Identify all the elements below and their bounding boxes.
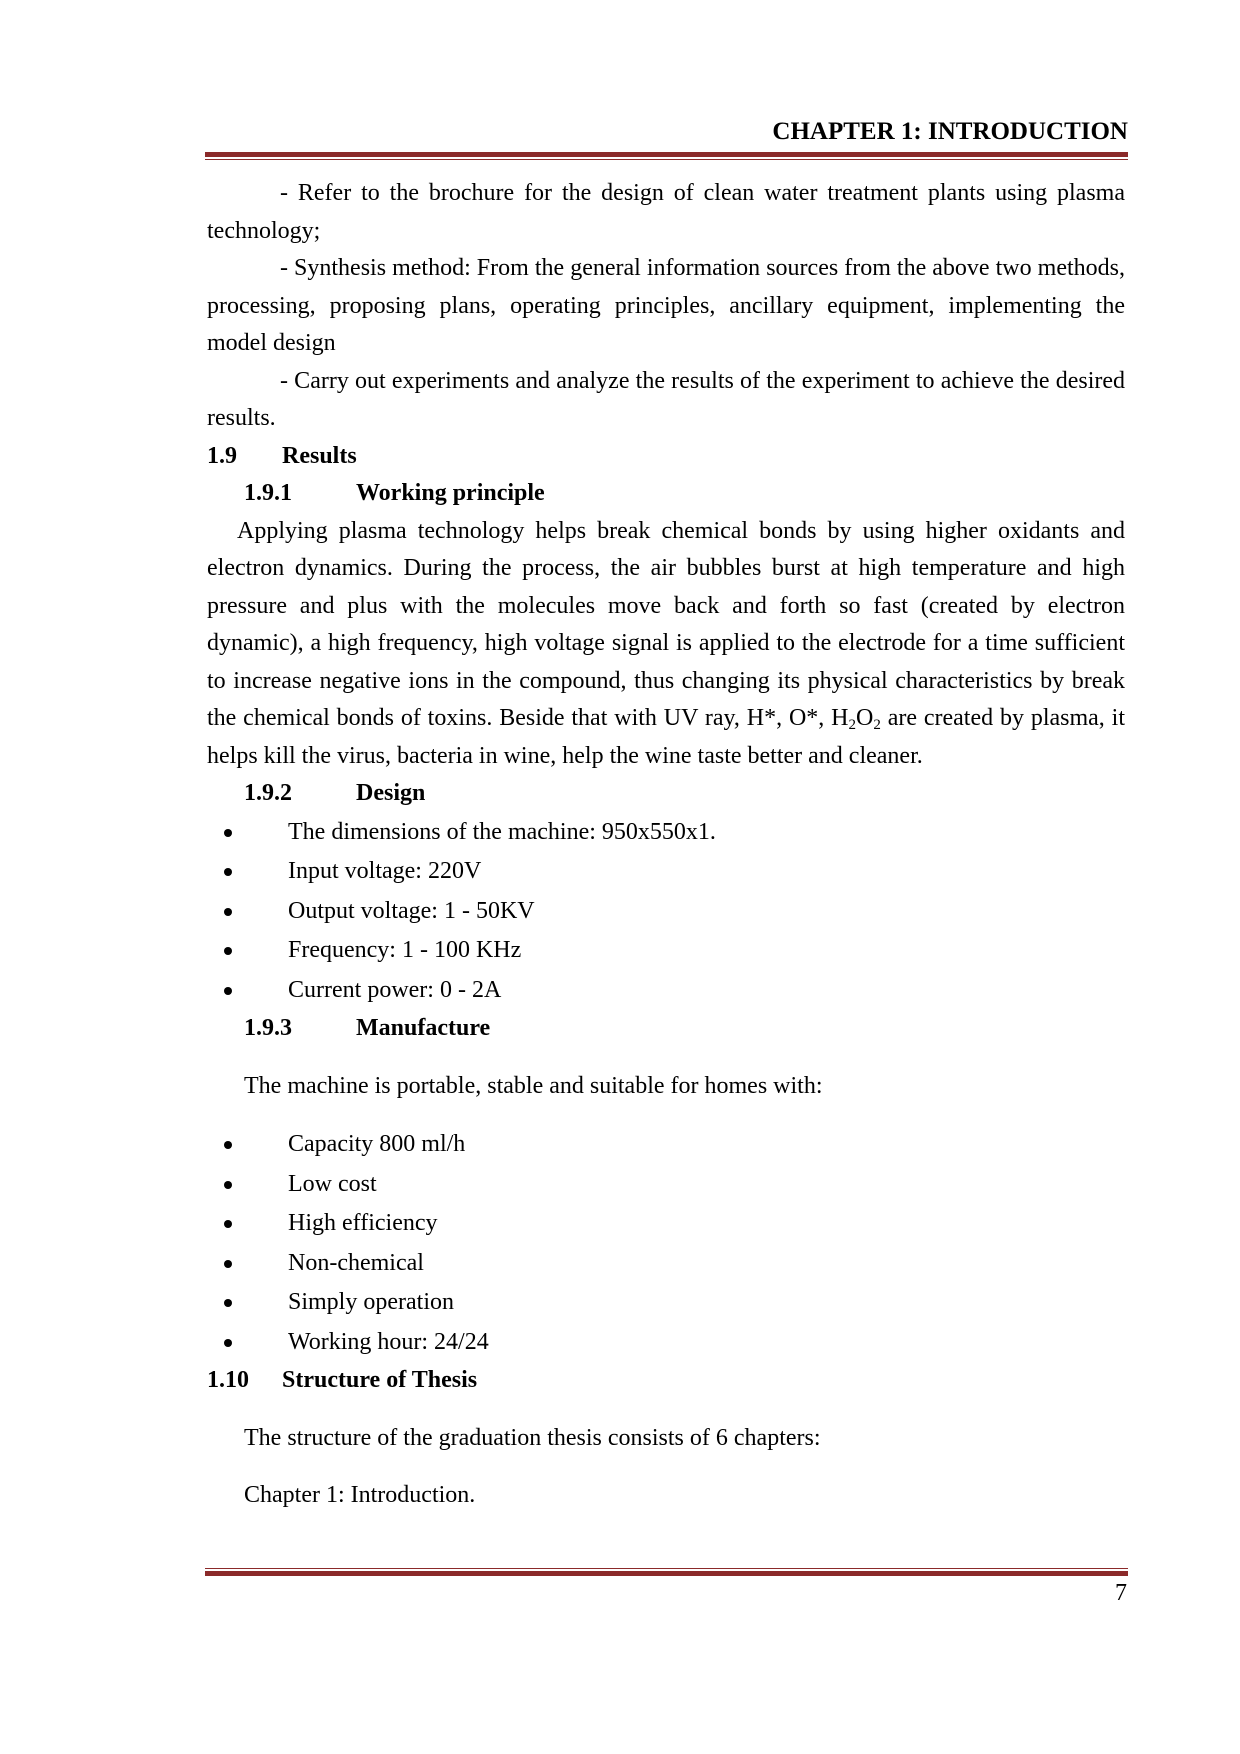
footer-rule (205, 1568, 1128, 1576)
bullet-icon (224, 1260, 232, 1268)
bullet-icon (224, 908, 232, 916)
bullet-icon (224, 1220, 232, 1228)
list-item: Current power: 0 - 2A (207, 971, 1125, 1011)
bullet-icon (224, 987, 232, 995)
section-1-10-heading: 1.10 Structure of Thesis (207, 1367, 478, 1393)
section-1-9-3-heading: 1.9.3 Manufacture (244, 1015, 491, 1041)
page-content (207, 175, 1125, 1515)
list-item: Output voltage: 1 - 50KV (207, 892, 1125, 932)
list-item: Simply operation (207, 1283, 1125, 1323)
list-item: High efficiency (207, 1204, 1125, 1244)
intro-item-3: - Carry out experiments and analyze the results of the experiment to achieve the desired results. (207, 367, 1125, 431)
list-item: Input voltage: 220V (207, 852, 1125, 892)
intro-item-2: - Synthesis method: From the general information sources from the above two methods, processing, proposing plans, operating principles, ancillary equipment, implementing the model design (207, 255, 1125, 356)
section-1-9-2-heading: 1.9.2 Design (244, 780, 426, 806)
manufacture-list (207, 1125, 1125, 1362)
list-item: Capacity 800 ml/h (207, 1125, 1125, 1165)
bullet-icon (224, 1181, 232, 1189)
list-item: Frequency: 1 - 100 KHz (207, 931, 1125, 971)
design-list (207, 813, 1125, 1011)
section-1-9-heading: 1.9 Results (207, 442, 357, 469)
bullet-icon (224, 829, 232, 837)
section-1-9-1-heading: 1.9.1 Working principle (244, 480, 545, 506)
intro-item-1: - Refer to the brochure for the design of clean water treatment plants using plasma technology; (207, 180, 1125, 244)
manufacture-intro: The machine is portable, stable and suitable for homes with: (244, 1072, 823, 1099)
chapter-1-line: Chapter 1: Introduction. (244, 1482, 476, 1508)
list-item: Non-chemical (207, 1244, 1125, 1284)
bullet-icon (224, 1339, 232, 1347)
page-number: 7 (1115, 1580, 1127, 1606)
thesis-structure-intro: The structure of the graduation thesis consists of 6 chapters: (244, 1424, 821, 1451)
list-item: Working hour: 24/24 (207, 1323, 1125, 1363)
header-rule (205, 152, 1128, 160)
bullet-icon (224, 1141, 232, 1149)
bullet-icon (224, 947, 232, 955)
list-item: The dimensions of the machine: 950x550x1. (207, 813, 1125, 853)
bullet-icon (224, 868, 232, 876)
list-item: Low cost (207, 1165, 1125, 1205)
working-principle-paragraph: Applying plasma technology helps break chemical bonds by using higher oxidants and electron dynamics. During the process, the air bubbles burst at high temperature and high pressure and plus with the molecules move back and forth so fast (created by electron dynamic), a high frequency, high voltage signal is applied to the electrode for a time sufficient to increase negative ions in the compound, thus changing its physical characteristics by break the chemical bonds of toxins. Beside that with UV ray, H*, O*, $H_2O_2$ are created by plasma, it helps kill the virus, bacteria in wine, help the wine taste better and cleaner. (207, 517, 1126, 769)
bullet-icon (224, 1299, 232, 1307)
chapter-header: CHAPTER 1: INTRODUCTION (772, 118, 1128, 145)
